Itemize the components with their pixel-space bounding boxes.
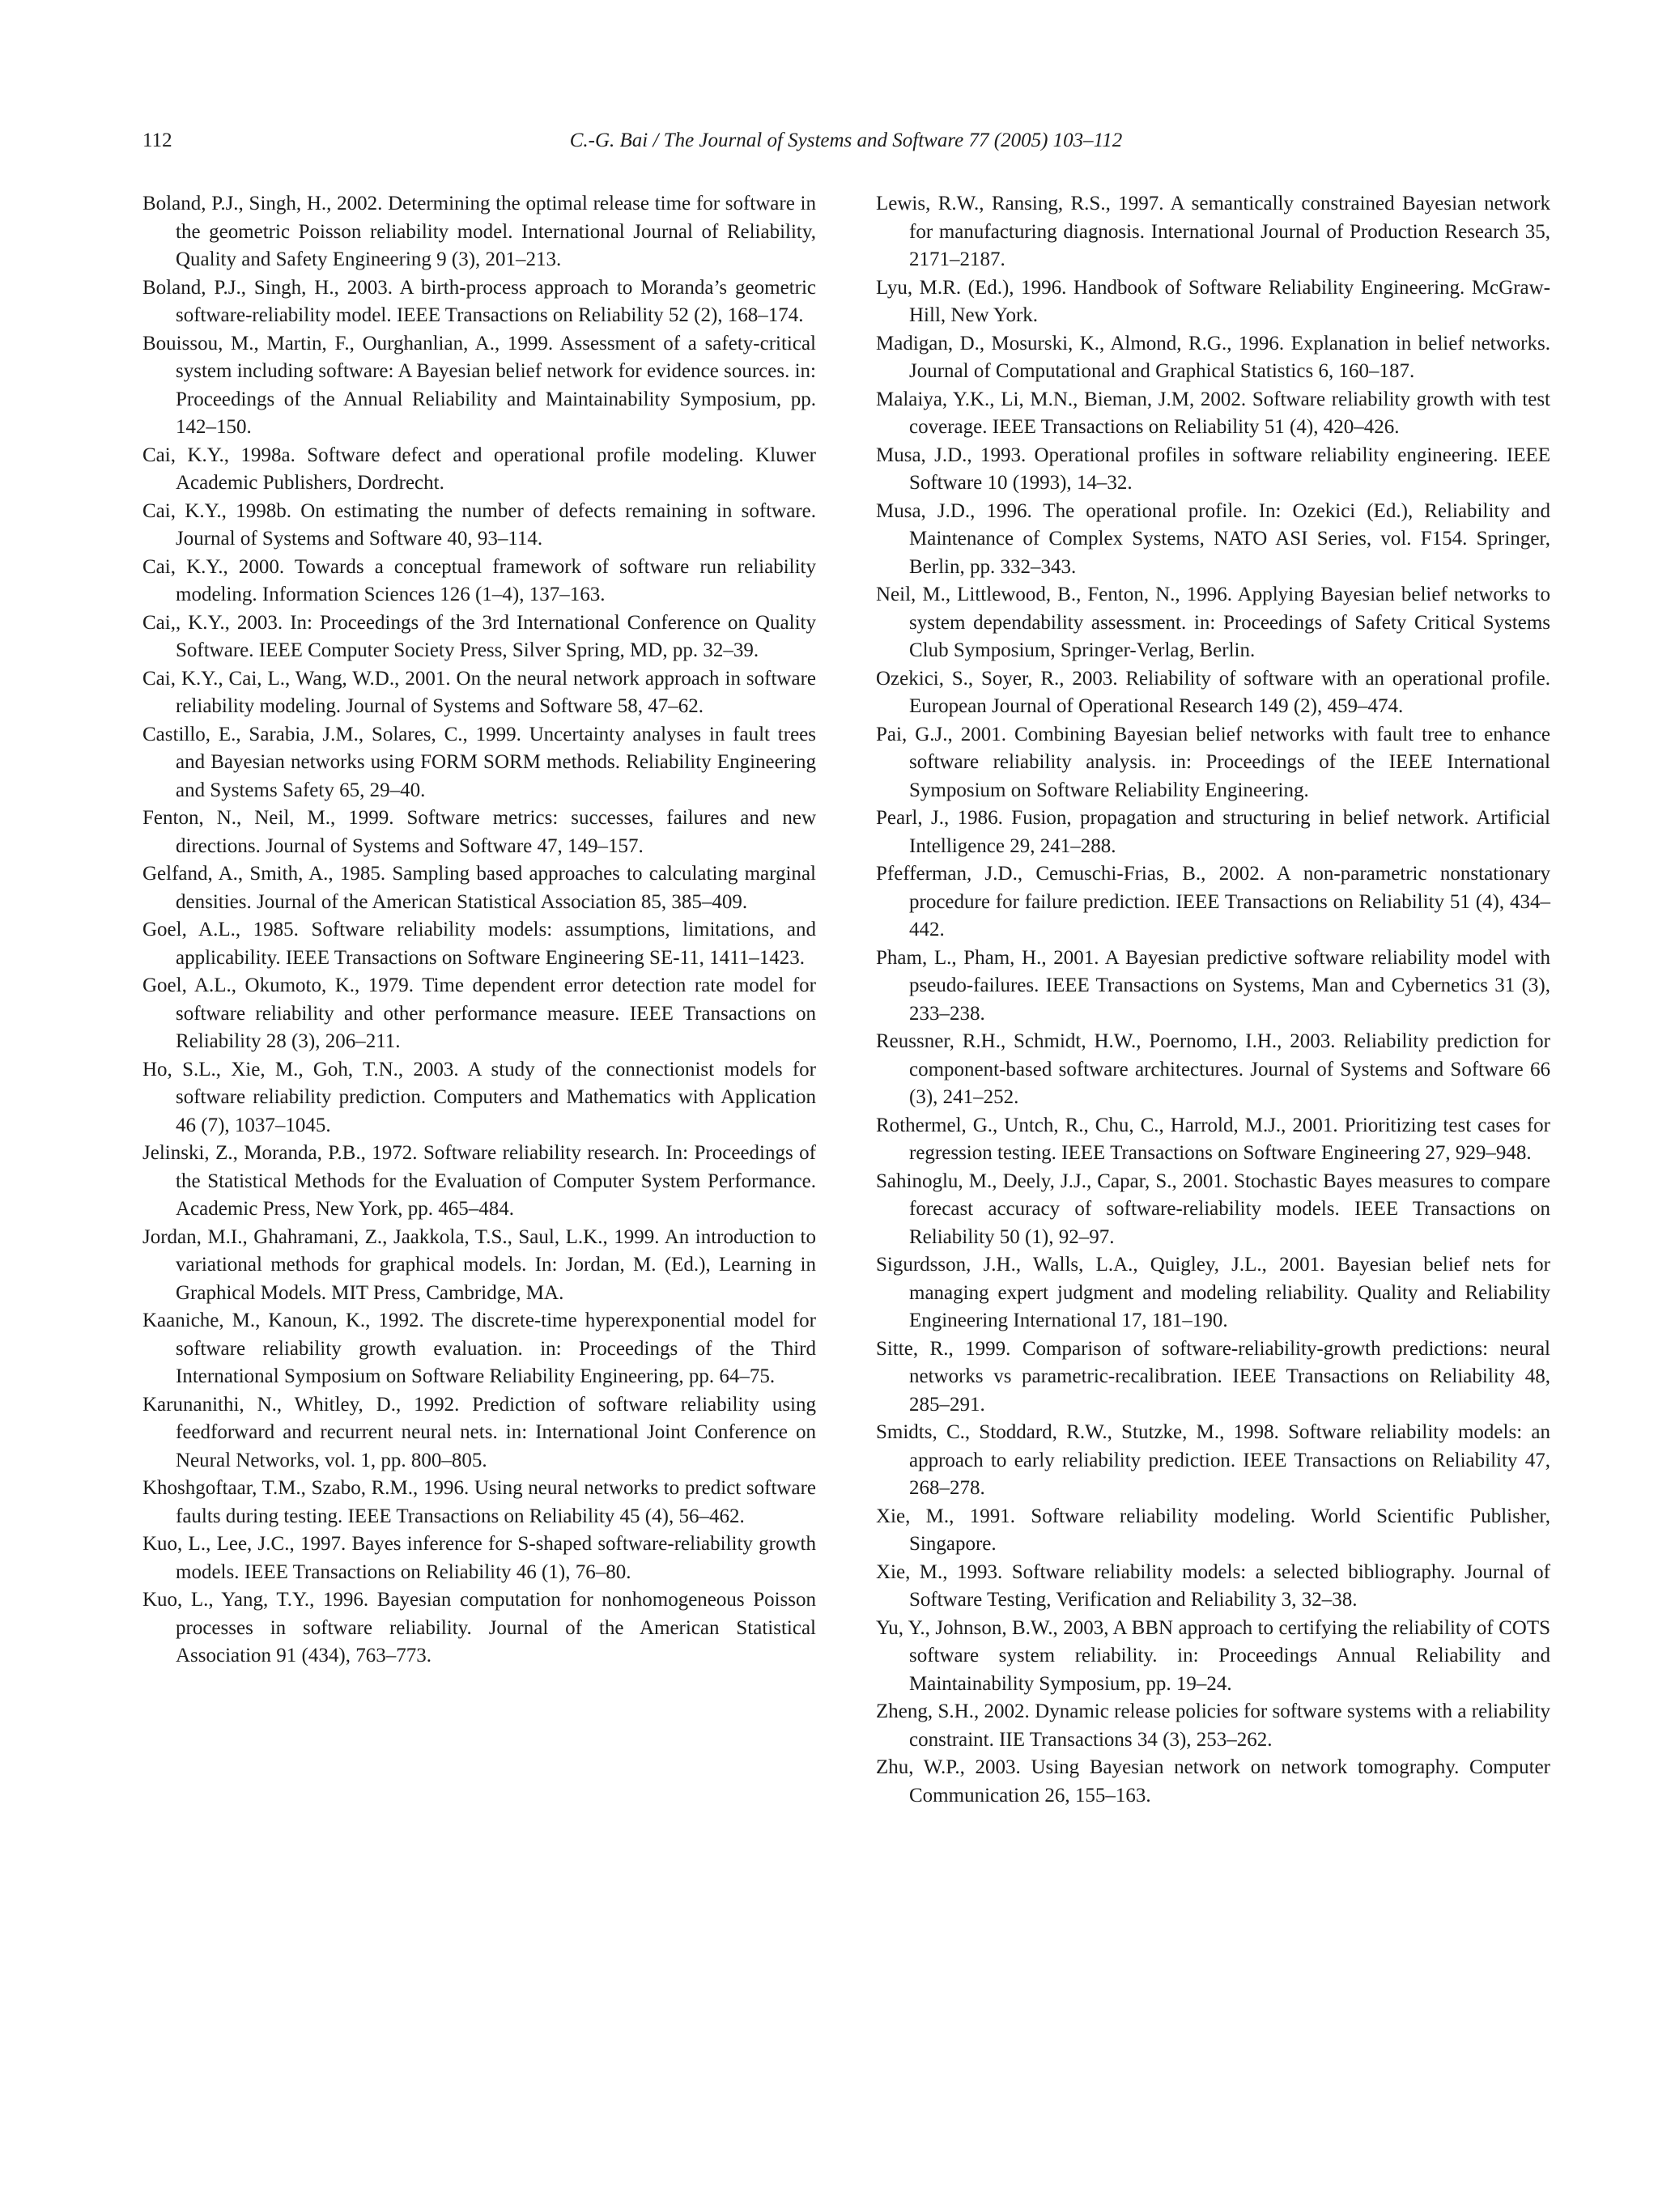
reference-entry: Musa, J.D., 1996. The operational profile. In: Ozekici (Ed.), Reliability and Maintenance of Complex Systems, NATO ASI Series, vol. F154. Springer, Berlin, pp. 332–343.	[876, 499, 1550, 578]
reference-entry: Khoshgoftaar, T.M., Szabo, R.M., 1996. Using neural networks to predict software faults during testing. IEEE Transactions on Reliability 45 (4), 56–462.	[142, 1477, 816, 1527]
reference-entry: Jelinski, Z., Moranda, P.B., 1972. Software reliability research. In: Proceedings of the Statistical Methods for the Evaluation of Computer System Performance. Academic Press, New York, pp. 465–484.	[142, 1142, 816, 1220]
reference-entry: Ho, S.L., Xie, M., Goh, T.N., 2003. A study of the connectionist models for software reliability prediction. Computers and Mathematics with Application 46 (7), 1037–1045.	[142, 1058, 816, 1136]
reference-entry: Karunanithi, N., Whitley, D., 1992. Prediction of software reliability using feedforward and recurrent neural nets. in: International Joint Conference on Neural Networks, vol. 1, pp. 800–805.	[142, 1393, 816, 1471]
reference-entry: Castillo, E., Sarabia, J.M., Solares, C., 1999. Uncertainty analyses in fault trees and Bayesian networks using FORM SORM methods. Reliability Engineering and Systems Safety 65, 29–40.	[142, 723, 816, 801]
reference-entry: Pearl, J., 1986. Fusion, propagation and structuring in belief network. Artificial Intelligence 29, 241–288.	[876, 807, 1550, 857]
reference-entry: Xie, M., 1993. Software reliability models: a selected bibliography. Journal of Software Testing, Verification and Reliability 3, 32–38.	[876, 1560, 1550, 1611]
references-left-column	[142, 190, 816, 1671]
reference-entry: Neil, M., Littlewood, B., Fenton, N., 1996. Applying Bayesian belief networks to system dependability assessment. in: Proceedings of Safety Critical Systems Club Symposium, Springer-Verlag, Berlin.	[876, 584, 1550, 661]
page-number: 112	[142, 129, 172, 151]
reference-entry: Smidts, C., Stoddard, R.W., Stutzke, M., 1998. Software reliability models: an approach to early reliability prediction. IEEE Transactions on Reliability 47, 268–278.	[876, 1421, 1550, 1499]
reference-entry: Xie, M., 1991. Software reliability modeling. World Scientific Publisher, Singapore.	[876, 1505, 1550, 1555]
reference-entry: Kuo, L., Lee, J.C., 1997. Bayes inference for S-shaped software-reliability growth models. IEEE Transactions on Reliability 46 (1), 76–80.	[142, 1533, 816, 1583]
reference-entry: Cai, K.Y., 1998b. On estimating the number of defects remaining in software. Journal of Systems and Software 40, 93–114.	[142, 499, 816, 550]
reference-entry: Pham, L., Pham, H., 2001. A Bayesian predictive software reliability model with pseudo-failures. IEEE Transactions on Systems, Man and Cybernetics 31 (3), 233–238.	[876, 946, 1550, 1025]
reference-entry: Kaaniche, M., Kanoun, K., 1992. The discrete-time hyperexponential model for software reliability growth evaluation. in: Proceedings of the Third International Symposium on Software Reliability Engineering, pp. 64–75.	[142, 1310, 816, 1387]
references-right-column	[876, 190, 1550, 1810]
reference-entry: Sitte, R., 1999. Comparison of software-reliability-growth predictions: neural networks vs parametric-recalibration. IEEE Transactions on Reliability 48, 285–291.	[876, 1337, 1550, 1416]
running-head	[142, 129, 1550, 162]
reference-entry: Bouissou, M., Martin, F., Ourghanlian, A., 1999. Assessment of a safety-critical system including software: A Bayesian belief network for evidence sources. in: Proceedings of the Annual Reliability and Maintainability Symposium, pp. 142–150.	[142, 332, 816, 438]
reference-entry: Jordan, M.I., Ghahramani, Z., Jaakkola, T.S., Saul, L.K., 1999. An introduction to variational methods for graphical models. In: Jordan, M. (Ed.), Learning in Graphical Models. MIT Press, Cambridge, MA.	[142, 1225, 816, 1304]
reference-entry: Pfefferman, J.D., Cemuschi-Frias, B., 2002. A non-parametric nonstationary procedure for failure prediction. IEEE Transactions on Reliability 51 (4), 434–442.	[876, 863, 1550, 940]
reference-entry: Sigurdsson, J.H., Walls, L.A., Quigley, J.L., 2001. Bayesian belief nets for managing expert judgment and modeling reliability. Quality and Reliability Engineering International 17, 181–190.	[876, 1254, 1550, 1331]
reference-entry: Reussner, R.H., Schmidt, H.W., Poernomo, I.H., 2003. Reliability prediction for component-based software architectures. Journal of Systems and Software 66 (3), 241–252.	[876, 1030, 1550, 1108]
reference-entry: Kuo, L., Yang, T.Y., 1996. Bayesian computation for nonhomogeneous Poisson processes in software reliability. Journal of the American Statistical Association 91 (434), 763–773.	[142, 1589, 816, 1666]
reference-entry: Cai, K.Y., 2000. Towards a conceptual framework of software run reliability modeling. Information Sciences 126 (1–4), 137–163.	[142, 555, 816, 605]
reference-entry: Ozekici, S., Soyer, R., 2003. Reliability of software with an operational profile. European Journal of Operational Research 149 (2), 459–474.	[876, 667, 1550, 717]
reference-entry: Fenton, N., Neil, M., 1999. Software metrics: successes, failures and new directions. Journal of Systems and Software 47, 149–157.	[142, 807, 816, 857]
reference-entry: Musa, J.D., 1993. Operational profiles in software reliability engineering. IEEE Software 10 (1993), 14–32.	[876, 444, 1550, 494]
reference-entry: Sahinoglu, M., Deely, J.J., Capar, S., 2001. Stochastic Bayes measures to compare forecast accuracy of software-reliability models. IEEE Transactions on Reliability 50 (1), 92–97.	[876, 1170, 1550, 1248]
reference-entry: Boland, P.J., Singh, H., 2002. Determining the optimal release time for software in the geometric Poisson reliability model. International Journal of Reliability, Quality and Safety Engineering 9 (3), 201–213.	[142, 193, 816, 270]
reference-entry: Cai, K.Y., 1998a. Software defect and operational profile modeling. Kluwer Academic Publishers, Dordrecht.	[142, 444, 816, 494]
reference-entry: Malaiya, Y.K., Li, M.N., Bieman, J.M, 2002. Software reliability growth with test coverage. IEEE Transactions on Reliability 51 (4), 420–426.	[876, 388, 1550, 438]
reference-entry: Gelfand, A., Smith, A., 1985. Sampling based approaches to calculating marginal densities. Journal of the American Statistical Association 85, 385–409.	[142, 863, 816, 913]
reference-entry: Zhu, W.P., 2003. Using Bayesian network on network tomography. Computer Communication 26, 155–163.	[876, 1756, 1550, 1807]
reference-entry: Lyu, M.R. (Ed.), 1996. Handbook of Software Reliability Engineering. McGraw-Hill, New York.	[876, 276, 1550, 326]
reference-entry: Yu, Y., Johnson, B.W., 2003, A BBN approach to certifying the reliability of COTS software system reliability. in: Proceedings Annual Reliability and Maintainability Symposium, pp. 19–24.	[876, 1616, 1550, 1695]
reference-entry: Rothermel, G., Untch, R., Chu, C., Harrold, M.J., 2001. Prioritizing test cases for regression testing. IEEE Transactions on Software Engineering 27, 929–948.	[876, 1114, 1550, 1164]
reference-entry: Goel, A.L., Okumoto, K., 1979. Time dependent error detection rate model for software reliability and other performance measure. IEEE Transactions on Reliability 28 (3), 206–211.	[142, 974, 816, 1052]
reference-entry: Madigan, D., Mosurski, K., Almond, R.G., 1996. Explanation in belief networks. Journal of Computational and Graphical Statistics 6, 160–187.	[876, 332, 1550, 382]
journal-citation: C.-G. Bai / The Journal of Systems and Software 77 (2005) 103–112	[569, 129, 1123, 151]
reference-entry: Pai, G.J., 2001. Combining Bayesian belief networks with fault tree to enhance software reliability analysis. in: Proceedings of the IEEE International Symposium on Software Reliability Engineering.	[876, 723, 1550, 801]
reference-entry: Cai, K.Y., Cai, L., Wang, W.D., 2001. On the neural network approach in software reliability modeling. Journal of Systems and Software 58, 47–62.	[142, 667, 816, 717]
reference-entry: Lewis, R.W., Ransing, R.S., 1997. A semantically constrained Bayesian network for manufacturing diagnosis. International Journal of Production Research 35, 2171–2187.	[876, 193, 1550, 270]
reference-entry: Zheng, S.H., 2002. Dynamic release policies for software systems with a reliability constraint. IIE Transactions 34 (3), 253–262.	[876, 1700, 1550, 1751]
reference-entry: Goel, A.L., 1985. Software reliability models: assumptions, limitations, and applicability. IEEE Transactions on Software Engineering SE-11, 1411–1423.	[142, 919, 816, 969]
reference-entry: Boland, P.J., Singh, H., 2003. A birth-process approach to Moranda’s geometric software-reliability model. IEEE Transactions on Reliability 52 (2), 168–174.	[142, 276, 816, 326]
reference-entry: Cai,, K.Y., 2003. In: Proceedings of the 3rd International Conference on Quality Software. IEEE Computer Society Press, Silver Spring, MD, pp. 32–39.	[142, 611, 816, 661]
